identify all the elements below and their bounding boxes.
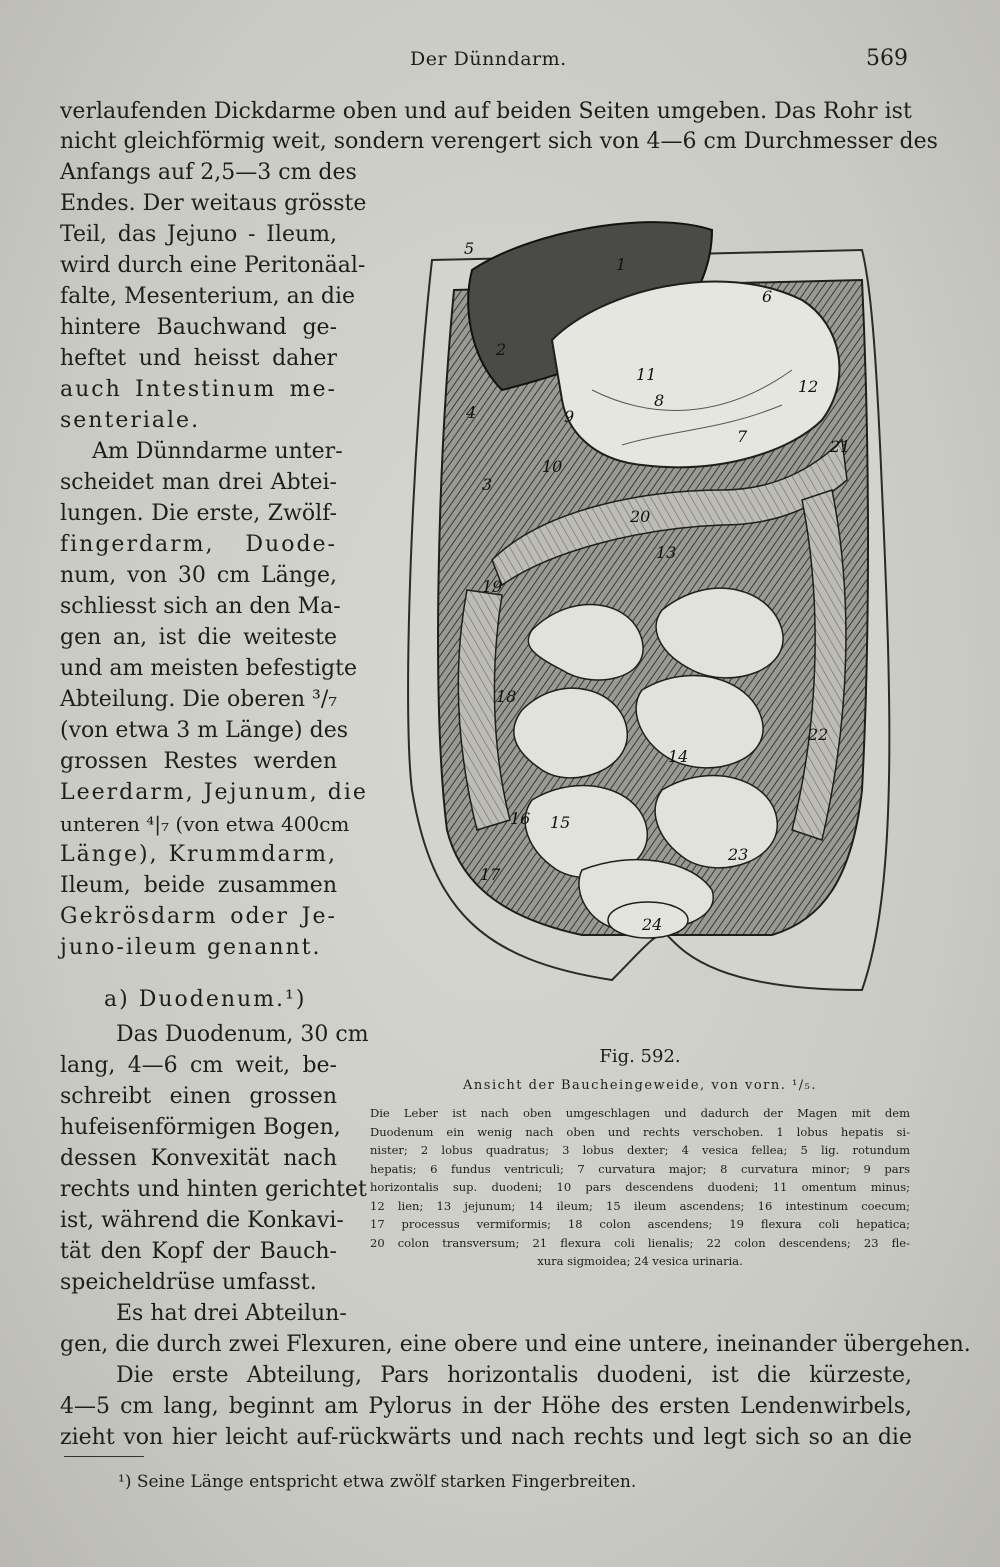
body-line: lungen. Die erste, Zwölf- bbox=[60, 501, 337, 526]
figure-label-7: 7 bbox=[737, 427, 748, 446]
body-line: Anfangs auf 2,5—3 cm des bbox=[60, 160, 357, 185]
figure-label-2: 2 bbox=[496, 340, 507, 359]
figure-label-6: 6 bbox=[762, 287, 773, 306]
legend-line: Die Leber ist nach oben umgeschlagen und dadurch der Magen mit dem bbox=[370, 1106, 910, 1120]
figure-label-15: 15 bbox=[550, 813, 571, 832]
body-line: Gekrösdarm oder Je- bbox=[60, 904, 337, 929]
body-line: 4—5 cm lang, beginnt am Pylorus in der Höhe des ersten Lendenwirbels, bbox=[60, 1394, 912, 1419]
body-line: dessen Konvexität nach bbox=[60, 1146, 337, 1171]
body-line: Endes. Der weitaus grösste bbox=[60, 191, 367, 216]
figure-label-22: 22 bbox=[808, 725, 829, 744]
running-title: Der Dünndarm. bbox=[410, 48, 567, 70]
figure-label-21: 21 bbox=[830, 437, 851, 456]
body-line: ist, während die Konkavi- bbox=[60, 1208, 344, 1233]
body-line: gen an, ist die weiteste bbox=[60, 625, 337, 650]
figure-legend bbox=[370, 1104, 910, 1271]
body-line: juno-ileum genannt. bbox=[60, 935, 322, 960]
body-line: nicht gleichförmig weit, sondern verengert sich von 4—6 cm Durchmesser des bbox=[60, 129, 938, 154]
body-line: heftet und heisst daher bbox=[60, 346, 337, 371]
body-line: schreibt einen grossen bbox=[60, 1084, 337, 1109]
footnote: ¹) Seine Länge entspricht etwa zwölf starken Fingerbreiten. bbox=[118, 1472, 637, 1492]
figure-label-19: 19 bbox=[482, 577, 503, 596]
body-line: hintere Bauchwand ge- bbox=[60, 315, 337, 340]
body-line: hufeisenförmigen Bogen, bbox=[60, 1115, 341, 1140]
body-line: speicheldrüse umfasst. bbox=[60, 1270, 317, 1295]
figure-label-10: 10 bbox=[542, 457, 563, 476]
body-line: Die erste Abteilung, Pars horizontalis duodeni, ist die kürzeste, bbox=[116, 1363, 912, 1388]
figure-label-23: 23 bbox=[728, 845, 749, 864]
figure-label-5: 5 bbox=[464, 239, 475, 258]
body-line: rechts und hinten gerichtet bbox=[60, 1177, 367, 1202]
legend-line: horizontalis sup. duodeni; 10 pars descendens duodeni; 11 omentum minus; bbox=[370, 1180, 910, 1194]
anatomy-illustration bbox=[392, 190, 912, 1030]
body-line: scheidet man drei Abtei- bbox=[60, 470, 337, 495]
figure-label-9: 9 bbox=[564, 407, 575, 426]
figure-label-8: 8 bbox=[654, 391, 665, 410]
body-line: tät den Kopf der Bauch- bbox=[60, 1239, 337, 1264]
body-line: falte, Mesenterium, an die bbox=[60, 284, 356, 309]
body-line: Am Dünndarme unter- bbox=[92, 439, 343, 464]
figure-label-24: 24 bbox=[642, 915, 663, 934]
body-line: grossen Restes werden bbox=[60, 749, 337, 774]
figure-subtitle: Ansicht der Baucheingeweide, von vorn. ¹/₅. bbox=[463, 1078, 817, 1093]
body-line: num, von 30 cm Länge, bbox=[60, 563, 337, 588]
legend-line: 20 colon transversum; 21 flexura coli lienalis; 22 colon descendens; 23 fle- bbox=[370, 1235, 910, 1250]
body-line: und am meisten befestigte bbox=[60, 656, 357, 681]
figure-label-20: 20 bbox=[630, 507, 651, 526]
body-line: fingerdarm, Duode- bbox=[60, 532, 337, 557]
figure-caption: Fig. 592. bbox=[599, 1046, 681, 1067]
body-line: Abteilung. Die oberen ³/₇ bbox=[60, 687, 338, 712]
running-header bbox=[0, 48, 1000, 78]
body-line: auch Intestinum me- bbox=[60, 377, 337, 402]
body-line: Teil, das Jejuno - Ileum, bbox=[60, 222, 337, 247]
footnote-rule bbox=[64, 1456, 144, 1457]
body-line: Es hat drei Abteilun- bbox=[116, 1301, 347, 1326]
figure-label-17: 17 bbox=[480, 865, 501, 884]
section-heading: a) Duodenum.¹) bbox=[104, 987, 307, 1012]
legend-line: nister; 2 lobus quadratus; 3 lobus dexter; 4 vesica fellea; 5 lig. rotundum bbox=[370, 1143, 910, 1157]
legend-line: hepatis; 6 fundus ventriculi; 7 curvatura major; 8 curvatura minor; 9 pars bbox=[370, 1161, 910, 1176]
legend-line: Duodenum ein wenig nach oben und rechts verschoben. 1 lobus hepatis si- bbox=[370, 1124, 910, 1139]
body-line: Leerdarm, Jejunum, die bbox=[60, 780, 368, 805]
figure-label-14: 14 bbox=[668, 747, 689, 766]
figure-label-1: 1 bbox=[616, 255, 627, 274]
figure-label-16: 16 bbox=[510, 809, 531, 828]
figure-label-11: 11 bbox=[636, 365, 657, 384]
body-line: lang, 4—6 cm weit, be- bbox=[60, 1053, 337, 1078]
body-line: verlaufenden Dickdarme oben und auf beiden Seiten umgeben. Das Rohr ist bbox=[60, 99, 912, 124]
body-line: unteren ⁴|₇ (von etwa 400cm bbox=[60, 812, 350, 836]
figure-label-12: 12 bbox=[798, 377, 819, 396]
figure-label-4: 4 bbox=[466, 403, 477, 422]
body-line: Ileum, beide zusammen bbox=[60, 873, 337, 898]
body-line: schliesst sich an den Ma- bbox=[60, 594, 341, 619]
body-line: (von etwa 3 m Länge) des bbox=[60, 718, 349, 743]
figure-label-18: 18 bbox=[496, 687, 517, 706]
legend-line: xura sigmoidea; 24 vesica urinaria. bbox=[537, 1254, 743, 1268]
body-line: zieht von hier leicht auf-rückwärts und nach rechts und legt sich so an die bbox=[60, 1425, 912, 1450]
body-line: Länge), Krummdarm, bbox=[60, 842, 337, 867]
figure-label-13: 13 bbox=[656, 543, 677, 562]
legend-line: 12 lien; 13 jejunum; 14 ileum; 15 ileum ascendens; 16 intestinum coecum; bbox=[370, 1198, 910, 1213]
figure-label-3: 3 bbox=[482, 475, 493, 494]
body-line: gen, die durch zwei Flexuren, eine obere und eine untere, ineinander übergehen. bbox=[60, 1332, 971, 1357]
body-line: senteriale. bbox=[60, 408, 201, 433]
body-line: Das Duodenum, 30 cm bbox=[116, 1022, 369, 1047]
page-number: 569 bbox=[866, 46, 908, 71]
body-line: wird durch eine Peritonäal- bbox=[60, 253, 366, 278]
legend-line: 17 processus vermiformis; 18 colon ascendens; 19 flexura coli hepatica; bbox=[370, 1217, 910, 1231]
